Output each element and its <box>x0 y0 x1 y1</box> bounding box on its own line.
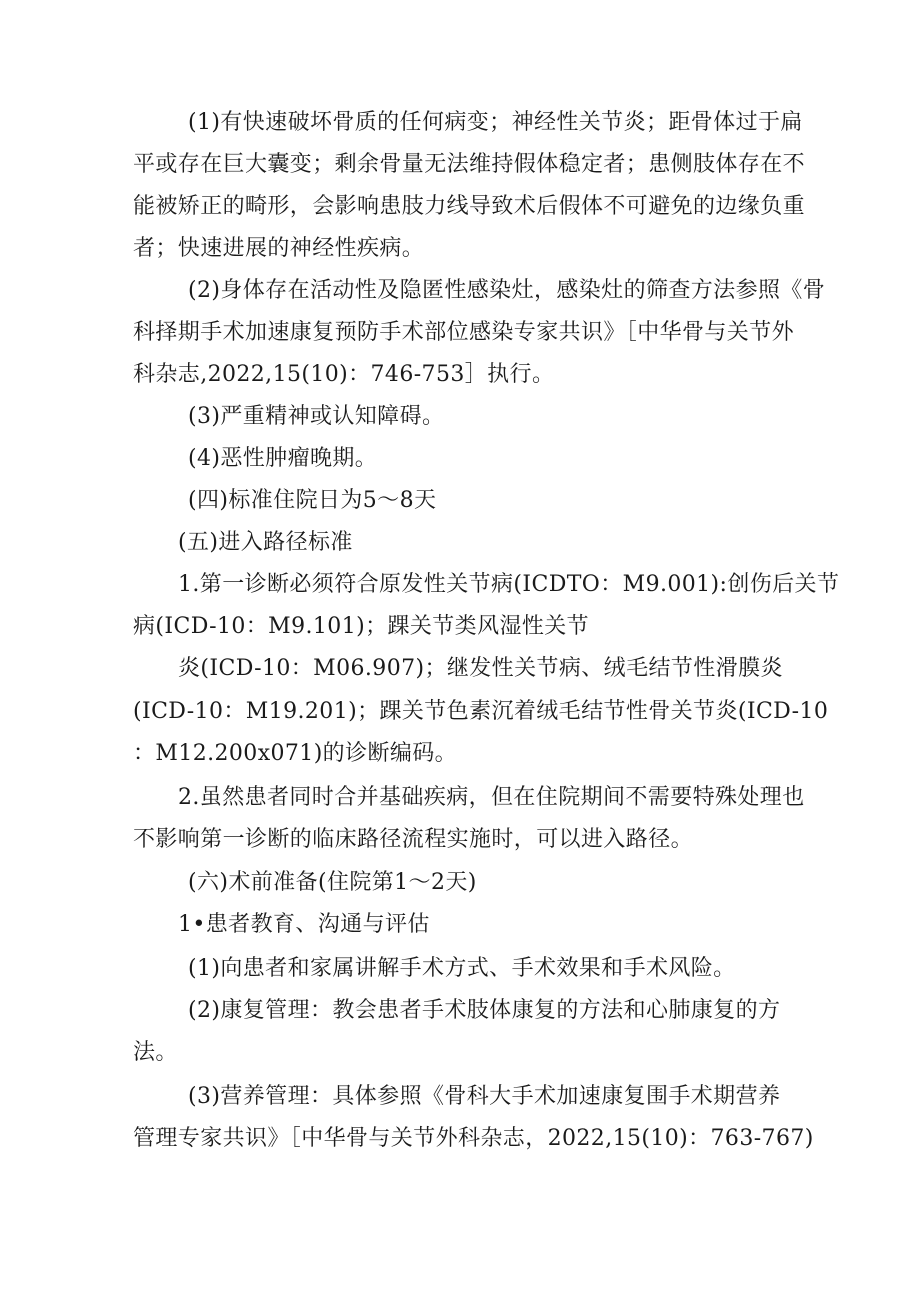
text-line: 科择期手术加速康复预防手术部位感染专家共识》［中华骨与关节外 <box>133 320 795 345</box>
text-line: (3)营养管理：具体参照《骨科大手术加速康复围手术期营养 <box>188 1084 781 1109</box>
text-line: 法。 <box>133 1040 178 1065</box>
text-line: 管理专家共识》［中华骨与关节外科杂志，2022,15(10)：763-767) <box>133 1126 814 1151</box>
text-line: ：M12.200x071)的诊断编码。 <box>133 741 458 766</box>
text-line: (2)康复管理：教会患者手术肢体康复的方法和心肺康复的方 <box>188 998 781 1023</box>
text-line: 平或存在巨大囊变；剩余骨量无法维持假体稳定者；患侧肢体存在不 <box>133 152 806 177</box>
section-heading: (五)进入路径标准 <box>178 530 353 555</box>
text-line: (1)向患者和家属讲解手术方式、手术效果和手术风险。 <box>188 956 736 981</box>
text-line: 病(ICD-10：M9.101)；踝关节类风湿性关节 <box>133 614 590 639</box>
text-line: (ICD-10：M19.201)；踝关节色素沉着绒毛结节性骨关节炎(ICD-10 <box>133 699 829 724</box>
text-line: 科杂志,2022,15(10)：746-753］执行。 <box>133 362 555 387</box>
text-line: 炎(ICD-10：M06.907)；继发性关节病、绒毛结节性滑膜炎 <box>178 656 783 681</box>
text-line: 2.虽然患者同时合并基础疾病，但在住院期间不需要特殊处理也 <box>178 785 805 810</box>
text-line: 能被矫正的畸形，会影响患肢力线导致术后假体不可避免的边缘负重 <box>133 194 806 219</box>
text-line: (2)身体存在活动性及隐匿性感染灶，感染灶的筛查方法参照《骨 <box>188 278 826 303</box>
text-line: 1.第一诊断必须符合原发性关节病(ICDTO：M9.001):创伤后关节 <box>178 572 840 597</box>
text-line: 者；快速进展的神经性疾病。 <box>133 236 425 261</box>
section-heading: (六)术前准备(住院第1～2天) <box>188 870 477 895</box>
text-line: (1)有快速破坏骨质的任何病变；神经性关节炎；距骨体过于扁 <box>188 110 803 135</box>
section-heading: (四)标准住院日为5～8天 <box>188 488 437 513</box>
text-line: (4)恶性肿瘤晚期。 <box>188 446 378 471</box>
text-line: (3)严重精神或认知障碍。 <box>188 404 445 429</box>
text-line: 1•患者教育、沟通与评估 <box>178 912 430 937</box>
text-line: 不影响第一诊断的临床路径流程实施时，可以进入路径。 <box>133 827 694 852</box>
